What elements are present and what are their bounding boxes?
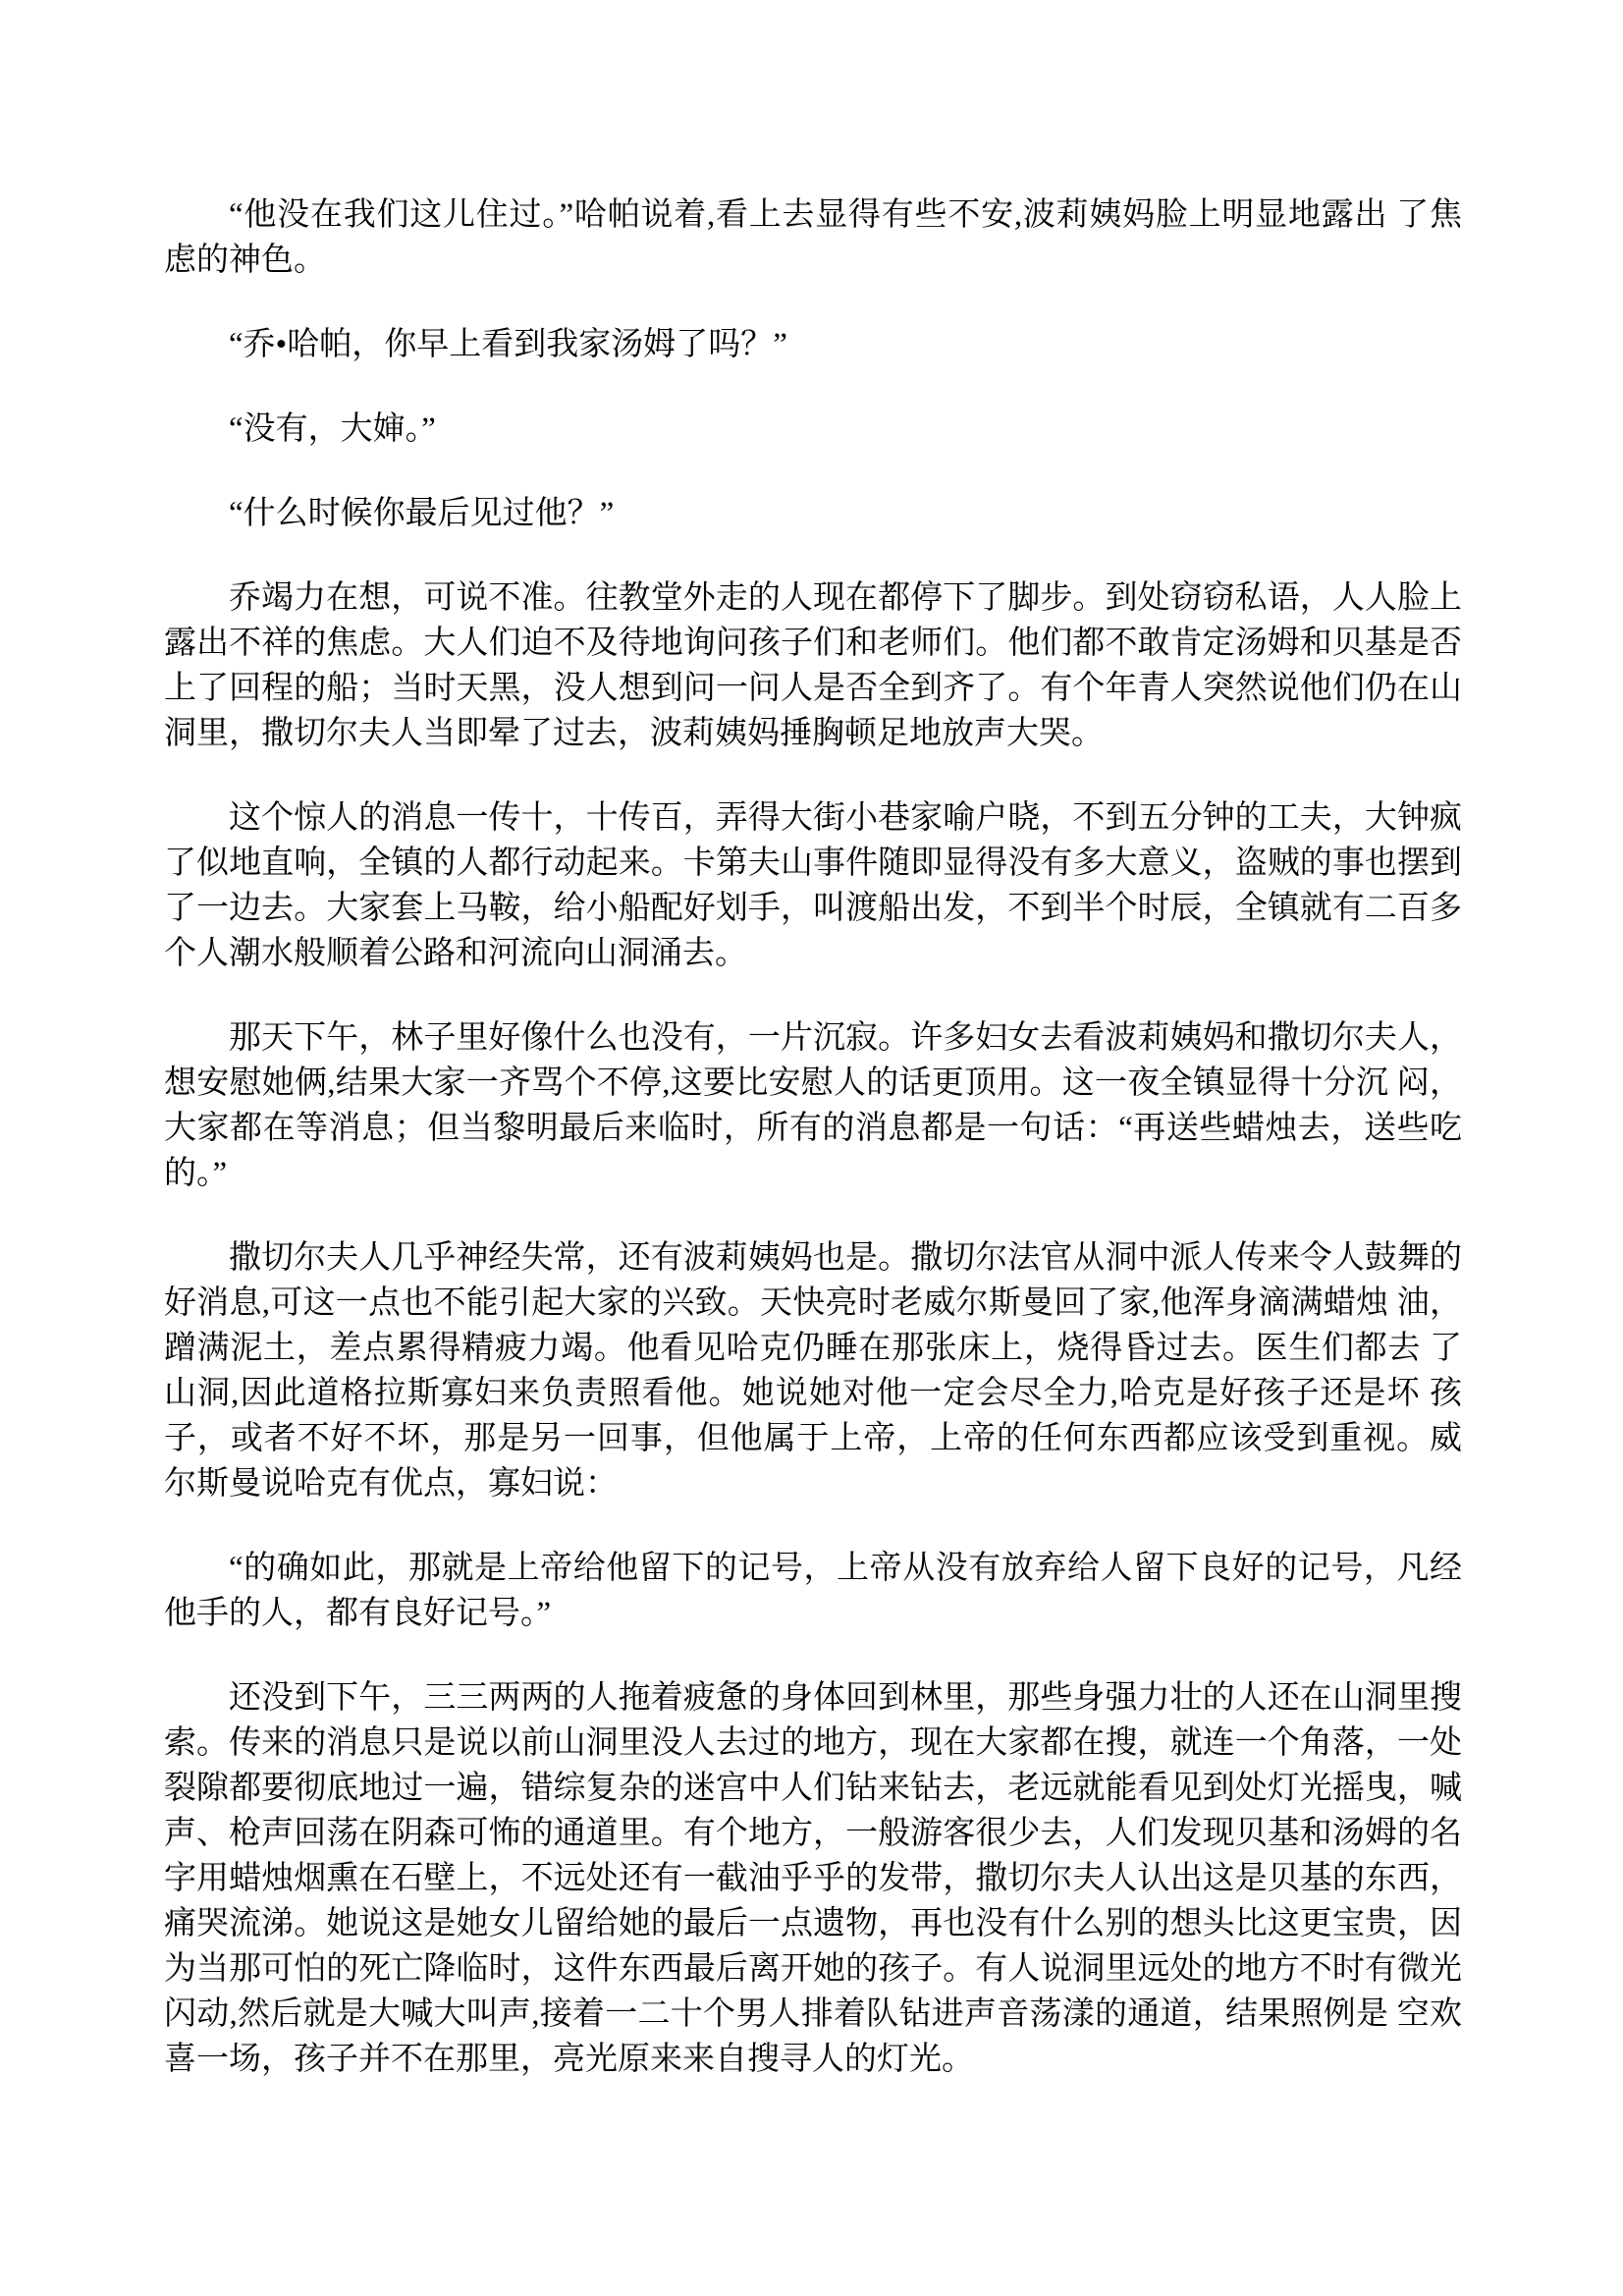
paragraph-dialogue-last-seen: “什么时候你最后见过他？”	[229, 496, 615, 531]
paragraph-dialogue-no-madam: “没有，大婶。”	[229, 411, 436, 447]
paragraph-mrs-thatcher-distraught: 撒切尔夫人几乎神经失常，还有波莉姨妈也是。撒切尔法官从洞中派人传来令人鼓舞的好消息,可这一点也不能引起大家的兴致。天快亮时老威尔斯曼回了家,他浑身滴满蜡烛 油，蹭满泥土，差点累得精疲力竭。他看见哈克仍睡在那张床上，烧得昏过去。医生们都去 了山洞,因此道格拉斯寡妇来负责照看他。她说她对他一定会尽全力,哈克是好孩子还是坏 孩子，或者不好不坏，那是另一回事，但他属于上帝，上帝的任何东西都应该受到重视。威 尔斯曼说哈克有优点，寡妇说：	[164, 1240, 1471, 1502]
paragraph-dialogue-question-joe: “乔•哈帕，你早上看到我家汤姆了吗？”	[229, 327, 787, 362]
paragraph-dialogue-harper-answer: “他没在我们这儿住过。”哈帕说着,看上去显得有些不安,波莉姨妈脸上明显地露出 了焦虑的神色。	[164, 197, 1462, 278]
paragraph-joe-tried-to-think: 乔竭力在想，可说不准。往教堂外走的人现在都停下了脚步。到处窃窃私语，人人脸上露出不祥的焦虑。大人们迫不及待地询问孩子们和老师们。他们都不敢肯定汤姆和贝基是否上了回程的船；当时天黑，没人想到问一问人是否全到齐了。有个年青人突然说他们仍在山洞里，撒切尔夫人当即晕了过去，波莉姨妈捶胸顿足地放声大哭。	[164, 580, 1462, 751]
paragraph-alarming-news: 这个惊人的消息一传十，十传百，弄得大街小巷家喻户晓，不到五分钟的工夫，大钟疯了似地直响，全镇的人都行动起来。卡第夫山事件随即显得没有多大意义，盗贼的事也摆到了一边去。大家套上马鞍，给小船配好划手，叫渡船出发，不到半个时辰，全镇就有二百多个人潮水般顺着公路和河流向山洞涌去。	[164, 800, 1462, 971]
paragraph-widow-quote: “的确如此，那就是上帝给他留下的记号，上帝从没有放弃给人留下良好的记号，凡经他手的人，都有良好记号。”	[164, 1551, 1462, 1631]
paragraph-that-afternoon: 那天下午，林子里好像什么也没有，一片沉寂。许多妇女去看波莉姨妈和撒切尔夫人，想安慰她俩,结果大家一齐骂个不停,这要比安慰人的话更顶用。这一夜全镇显得十分沉 闷，大家都在等消息；但当黎明最后来临时，所有的消息都是一句话：“再送些蜡烛去，送些吃的。”	[164, 1020, 1462, 1191]
paragraph-search-continues: 还没到下午，三三两两的人拖着疲惫的身体回到林里，那些身强力壮的人还在山洞里搜索。传来的消息只是说以前山洞里没人去过的地方，现在大家都在搜，就连一个角落，一处裂隙都要彻底地过一遍，错综复杂的迷宫中人们钻来钻去，老远就能看见到处灯光摇曳，喊声、枪声回荡在阴森可怖的通道里。有个地方，一般游客很少去，人们发现贝基和汤姆的名字用蜡烛烟熏在石壁上，不远处还有一截油乎乎的发带，撒切尔夫人认出这是贝基的东西，痛哭流涕。她说这是她女儿留给她的最后一点遗物，再也没有什么别的想头比这更宝贵，因为当那可怕的死亡降临时，这件东西最后离开她的孩子。有人说洞里远处的地方不时有微光闪动,然后就是大喊大叫声,接着一二十个男人排着队钻进声音荡漾的通道，结果照例是 空欢喜一场，孩子并不在那里，亮光原来来自搜寻人的灯光。	[164, 1680, 1462, 2077]
